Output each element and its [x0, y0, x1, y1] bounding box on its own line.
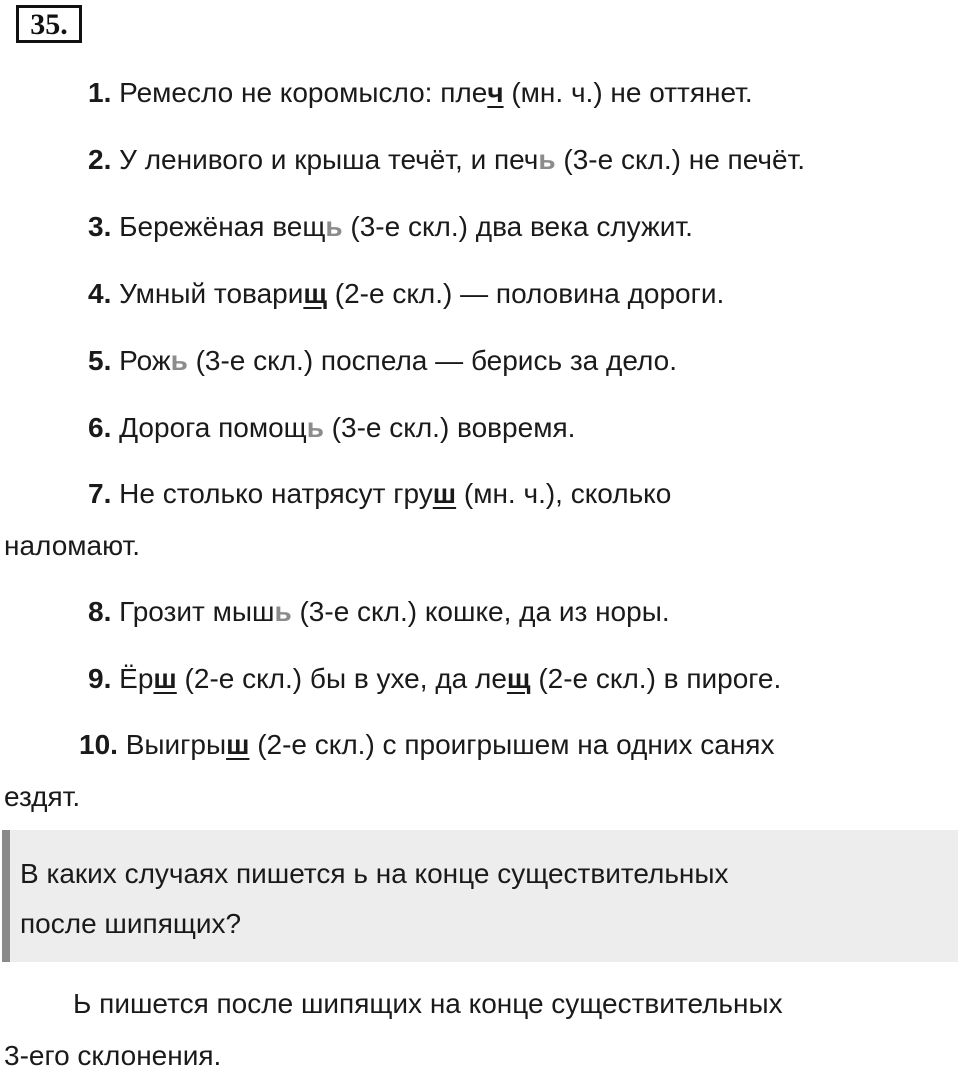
proverb-text: (3-е скл.) поспела — берись за дело. — [187, 345, 677, 376]
proverb-item — [0, 652, 960, 706]
proverb-text: Бережёная вещ — [119, 211, 326, 242]
proverb-line — [0, 133, 960, 187]
proverb-line — [0, 652, 960, 706]
proverb-number: 3. — [88, 211, 112, 242]
proverb-number: 6. — [88, 412, 112, 443]
hissing-letter: щ — [303, 278, 327, 309]
proverb-item — [0, 585, 960, 639]
proverb-item — [0, 401, 960, 455]
proverb-text: Ё — [119, 663, 138, 694]
proverb-text: р — [137, 663, 154, 694]
hissing-letter: ш — [153, 663, 177, 694]
proverb-number: 5. — [88, 345, 112, 376]
answer-text — [0, 978, 960, 1082]
proverb-text: (2-е скл.) — половина дороги. — [326, 278, 725, 309]
proverb-number: 7. — [88, 478, 112, 509]
proverb-text: Грозит мыш — [119, 596, 275, 627]
proverb-number: 8. — [88, 596, 112, 627]
hissing-letter: ч — [487, 77, 504, 108]
proverb-text: (3-е скл.) кошке, да из норы. — [291, 596, 670, 627]
proverb-text: (2-е скл.) бы в ухе, да ле — [176, 663, 507, 694]
proverb-line — [0, 468, 960, 520]
proverb-line — [0, 334, 960, 388]
proverb-number: 1. — [88, 77, 112, 108]
proverb-item — [0, 200, 960, 254]
hissing-letter: ш — [226, 729, 250, 760]
proverb-text: (2-е скл.) с проигрышем на одних санях — [249, 729, 775, 760]
proverb-text: (2-е скл.) в пироге. — [530, 663, 782, 694]
proverb-text: (3-е скл.) вовремя. — [323, 412, 576, 443]
proverb-number: 4. — [88, 278, 112, 309]
proverb-line — [0, 267, 960, 321]
hissing-letter: ш — [432, 478, 457, 509]
proverb-item — [0, 468, 960, 572]
proverb-list — [0, 66, 960, 836]
proverb-item — [0, 719, 960, 823]
question-line: В каких случаях пишется ь на конце существительных — [20, 858, 729, 889]
proverb-item — [0, 133, 960, 187]
proverb-text: Не столько натрясут гру — [119, 478, 433, 509]
proverb-number: 2. — [88, 144, 112, 175]
proverb-text: Ремесло не коромысло: пле — [119, 77, 488, 108]
proverb-text: (3-е скл.) не печёт. — [555, 144, 806, 175]
proverb-text: (мн. ч.) не оттянет. — [503, 77, 753, 108]
proverb-line — [0, 200, 960, 254]
proverb-text: (мн. ч.), сколько — [456, 478, 672, 509]
soft-sign: ь — [306, 412, 324, 443]
question-line: после шипящих? — [20, 908, 242, 939]
proverb-text: Умный товари — [119, 278, 304, 309]
soft-sign: ь — [274, 596, 292, 627]
proverb-line — [0, 401, 960, 455]
answer-line: 3-его склонения. — [4, 1040, 222, 1071]
soft-sign: ь — [170, 345, 188, 376]
proverb-item — [0, 334, 960, 388]
soft-sign: ь — [325, 211, 343, 242]
proverb-continuation: ездят. — [4, 781, 81, 812]
proverb-item — [0, 66, 960, 120]
proverb-text: (3-е скл.) два века служит. — [342, 211, 693, 242]
proverb-line — [0, 585, 960, 639]
hissing-letter: щ — [506, 663, 531, 694]
proverb-item — [0, 267, 960, 321]
soft-sign: ь — [538, 144, 556, 175]
proverb-text: Рож — [119, 345, 171, 376]
proverb-text: У ленивого и крыша течёт, и печ — [119, 144, 539, 175]
proverb-text: Выигры — [125, 729, 227, 760]
proverb-text: Дорога помощ — [119, 412, 307, 443]
proverb-line — [0, 719, 960, 771]
question-box — [2, 830, 958, 962]
answer-line: Ь пишется после шипящих на конце существительных — [73, 988, 783, 1019]
proverb-number: 9. — [88, 663, 112, 694]
task-number: 35. — [16, 5, 82, 43]
proverb-number: 10. — [79, 729, 118, 760]
proverb-continuation: наломают. — [4, 530, 140, 561]
proverb-line — [0, 66, 960, 120]
